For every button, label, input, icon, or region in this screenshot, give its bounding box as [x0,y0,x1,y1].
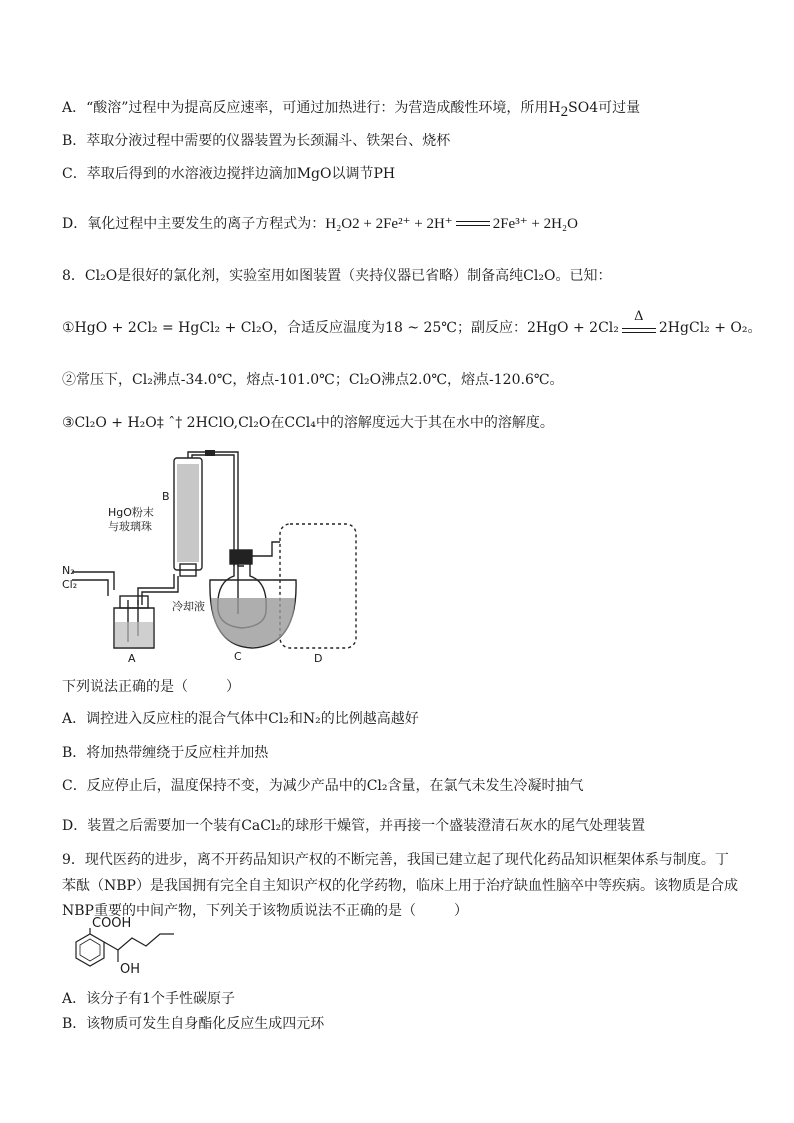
heating-equal-icon [622,309,656,335]
q8-question [62,677,240,697]
q8-known-1 [62,309,762,338]
bottle-a-stopper [120,596,148,608]
q9-stem-line-2: 苯酞（NBP）是我国拥有完全自主知识产权的化学药物，临床上用于治疗缺血性脑卒中等疾病。该物质是合成 [62,878,738,894]
label-n2: N₂ [62,564,75,577]
q9-option-b: B．该物质可发生自身酯化反应生成四元环 [62,1016,325,1032]
apparatus-figure [62,450,362,672]
q8-known-1-tail: 2HgCl₂ + O₂。 [658,320,762,336]
q8-option-d: D．装置之后需要加一个装有CaCl₂的球形干燥管，并再接一个盛装澄清石灰水的尾气处理装置 [62,818,646,834]
apparatus-diagram [62,450,362,672]
column-packing [177,464,199,562]
q8-known-2: ②常压下，Cl₂沸点-34.0℃，熔点-101.0℃；Cl₂O沸点2.0℃，熔点-120.6℃。 [62,372,564,388]
q9-stem-line-1: 9．现代医药的进步，离不开药品知识产权的不断完善，我国已建立起了现代化药品知识框架体系与制度。丁 [62,852,729,868]
q9-stem-line-3-text: NBP重要的中间产物，下列关于该物质说法不正确的是（ [62,903,416,919]
q7-option-a-sub: 2 [560,103,569,120]
q8-stem: 8．Cl₂O是很好的氯化剂，实验室用如图装置（夹持仪器已省略）制备高纯Cl₂O。已知： [62,268,612,284]
label-c: C [234,650,242,663]
q7-equation-left: H₂O2 + 2Fe²⁺ + 2H⁺ [325,216,453,232]
q7-option-a [62,98,640,118]
q8-option-c: C．反应停止后，温度保持不变，为减少产品中的Cl₂含量，在氯气未发生冷凝时抽气 [62,778,584,794]
q7-option-b: B．萃取分液过程中需要的仪器装置为长颈漏斗、铁架台、烧杯 [62,133,451,149]
q7-option-a-text: A．“酸溶”过程中为提高反应速率，可通过加热进行：为营造成酸性环境，所用H [62,100,561,116]
oh-label: OH [120,962,141,977]
label-cl2: Cl₂ [62,578,78,591]
label-b: B [162,490,170,503]
q8-question-close: ） [226,679,240,695]
q8-known-3: ③Cl₂O + H₂O‡ ˆ† 2HClO,Cl₂O在CCl₄中的溶解度远大于其在水中的溶解度。 [62,415,554,431]
label-hgo-1: HgO粉末 [108,506,154,519]
q8-known-1-main: ①HgO + 2Cl₂ = HgCl₂ + Cl₂O，合适反应温度为18 ~ 25℃；副反应：2HgO + 2Cl₂ [62,320,619,336]
label-a: A [128,652,136,665]
q7-equation-right: 2Fe³⁺ + 2H₂O [492,216,578,232]
structural-formula [62,918,192,980]
q7-option-d-prefix: D．氧化过程中主要发生的离子方程式为： [62,216,326,232]
q8-question-text: 下列说法正确的是（ [62,679,188,695]
equal-sign-icon [456,220,490,228]
q8-option-b: B．将加热带缠绕于反应柱并加热 [62,745,269,761]
q7-option-a-tail: SO4可过量 [568,100,641,116]
label-hgo-2: 与玻璃珠 [108,520,152,533]
flask-stopper [230,550,252,564]
q9-stem-line-3-close: ） [453,903,468,919]
cooh-label: COOH [92,916,132,931]
dashed-box-d [280,524,356,648]
label-coolant: 冷却液 [172,600,205,613]
delta-symbol: Δ [634,309,644,324]
q7-option-c: C．萃取后得到的水溶液边搅拌边滴加MgO以调节PH [62,166,396,182]
q8-option-a: A．调控进入反应柱的混合气体中Cl₂和N₂的比例越高越好 [62,711,419,727]
q9-option-a: A．该分子有1个手性碳原子 [62,991,236,1007]
q7-option-d [62,214,578,234]
label-d: D [314,652,323,665]
